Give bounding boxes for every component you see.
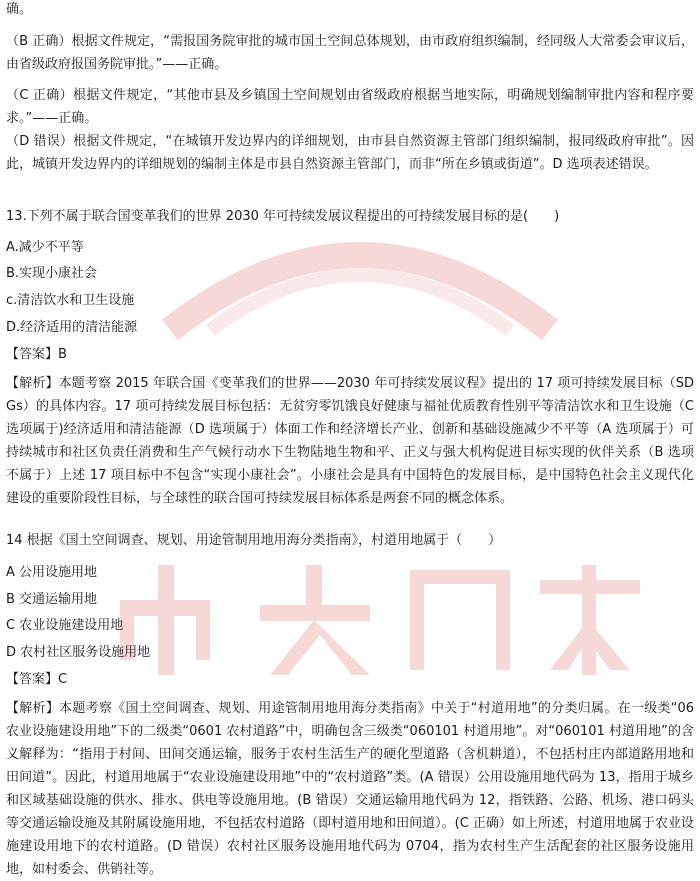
- q12-fragment: 确。: [6, 2, 33, 17]
- q13-option-b: B.实现小康社会: [6, 266, 98, 281]
- q14-analysis: 【解析】本题考察《国土空间调查、规划、用途管制用地用海分类指南》中关于“村道用地”的分类归属。在一级类“06 农业设施建设用地”下的二级类“0601 农村道路”中，明确包含三级类“060101 村道用地”。对“060101 村道用地”的含义解释为：“指用于村间、田间交通运输，服务于农村生活生产的硬化型道路（含机耕道），不包括村庄内部道路用地和田间道”。因此，村道用地属于“农业设施建设用地”中的“农村道路”类。(A 错误）公用设施用地代码为 13，指用于城乡和区域基础设施的供水、排水、供电等设施用地。(B 错误）交通运输用地代码为 12，指铁路、公路、机场、港口码头等交通运输设施及其附属设施用地，不包括农村道路（即村道用地和田间道）。(C 正确）如上所述，村道用地属于农业设施建设用地下的农村道路。(D 错误）农村社区服务设施用地代码为 0704，指为农村生产生活配套的社区服务设施用地，如村委会、供销社等。: [6, 701, 694, 877]
- q12-option-b-analysis: （B 正确）根据文件规定，“需报国务院审批的城市国土空间总体规划，由市政府组织编制，经同级人大常委会审议后，由省级政府报国务院审批。”——正确。: [6, 34, 694, 72]
- q13-question: 13.下列不属于联合国变革我们的世界 2030 年可持续发展议程提出的可持续发展目标的是( ): [6, 209, 560, 224]
- q14-option-b: B 交通运输用地: [6, 592, 98, 607]
- q13-option-d: D.经济适用的清洁能源: [6, 320, 138, 335]
- q14-question: 14 根据《国土空间调查、规划、用途管制用地用海分类指南》，村道用地属于（ ）: [6, 533, 502, 548]
- q14-option-c: C 农业设施建设用地: [6, 618, 124, 633]
- q12-option-d-analysis: （D 错误）根据文件规定，“在城镇开发边界内的详细规划，由市县自然资源主管部门组织编制，报同级政府审批”。因此，城镇开发边界内的详细规划的编制主体是市县自然资源主管部门，而非“所在乡镇或街道”。D 选项表述错误。: [6, 134, 694, 172]
- q13-option-a: A.减少不平等: [6, 240, 84, 255]
- q13-option-c: c.清洁饮水和卫生设施: [6, 293, 135, 308]
- q14-option-d: D 农村社区服务设施用地: [6, 645, 151, 660]
- q13-analysis: 【解析】本题考察 2015 年联合国《变革我们的世界——2030 年可持续发展议程》提出的 17 项可持续发展目标（SDGs）的具体内容。17 项可持续发展目标包括：无贫穷零饥饿良好健康与福祉优质教育性别平等清洁饮水和卫生设施（C 选项属于)经济适用和清洁能源（D 选项属于）体面工作和经济增长产业、创新和基础设施减少不平等（A 选项属于）可持续城市和社区负责任消费和生产气候行动水下生物陆地生物和平、正义与强大机构促进目标实现的伙伴关系（B 选项不属于）上述 17 项目标中不包含“实现小康社会”。小康社会是具有中国特色的发展目标，是中国特色社会主义现代化建设的重要阶段性目标，与全球性的联合国可持续发展目标体系是两套不同的概念体系。: [6, 376, 694, 506]
- q14-option-a: A 公用设施用地: [6, 565, 98, 580]
- q12-option-c-analysis: （C 正确）根据文件规定，“其他市县及乡镇国土空间规划由省级政府根据当地实际，明确规划编制审批内容和程序要求。”——正确。: [6, 88, 694, 126]
- q14-answer: 【答案】C: [6, 672, 68, 687]
- q13-answer: 【答案】B: [6, 347, 67, 362]
